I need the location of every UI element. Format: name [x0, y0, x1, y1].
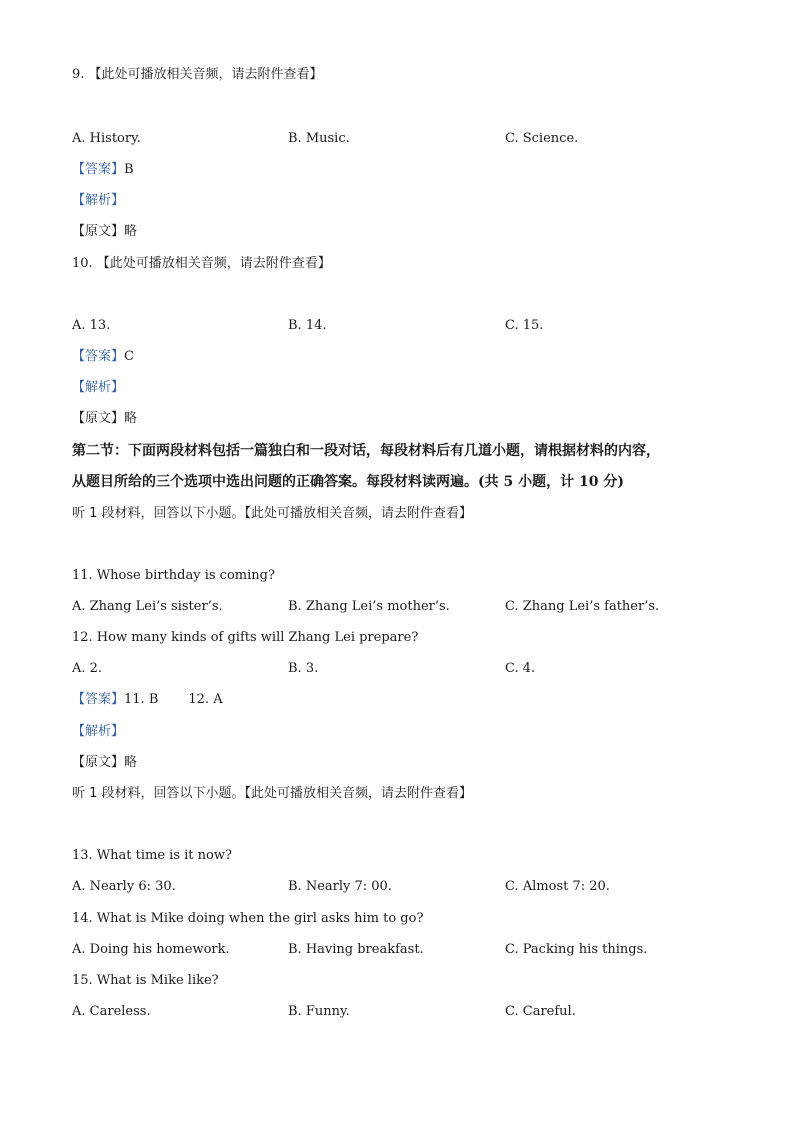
- answer-value: B: [124, 162, 134, 177]
- q9-option-b: B. Music.: [288, 131, 350, 146]
- q15-option-a: A. Careless.: [72, 1004, 151, 1019]
- answer-12: 12. A: [188, 692, 223, 707]
- q13-option-a: A. Nearly 6: 30.: [72, 879, 176, 894]
- original-label: 【原文】: [72, 224, 125, 239]
- material1-intro[interactable]: 听 1 段材料，回答以下小题。【此处可播放相关音频，请去附件查看】: [72, 506, 473, 521]
- analysis-label: 【解析】: [72, 193, 125, 208]
- analysis-label: 【解析】: [72, 724, 125, 739]
- analysis-label: 【解析】: [72, 380, 125, 395]
- q14-option-c: C. Packing his things.: [505, 942, 648, 957]
- material1-original: [72, 755, 137, 771]
- q10-option-b: B. 14.: [288, 318, 327, 333]
- answer-label: 【答案】: [72, 692, 125, 707]
- q11-option-b: B. Zhang Lei’s mother’s.: [288, 599, 450, 614]
- q10-prompt[interactable]: 10. 【此处可播放相关音频，请去附件查看】: [72, 256, 331, 271]
- answer-label: 【答案】: [72, 349, 125, 364]
- q11-text: 11. Whose birthday is coming?: [72, 568, 275, 583]
- q15-option-b: B. Funny.: [288, 1004, 350, 1019]
- material1-analysis: [72, 724, 124, 740]
- q12-text: 12. How many kinds of gifts will Zhang Lei prepare?: [72, 630, 419, 645]
- original-value: 略: [124, 411, 138, 426]
- q13-option-c: C. Almost 7: 20.: [505, 879, 610, 894]
- q10-analysis: [72, 380, 124, 396]
- q14-option-a: A. Doing his homework.: [72, 942, 230, 957]
- q12-option-a: A. 2.: [72, 661, 103, 676]
- q10-option-c: C. 15.: [505, 318, 544, 333]
- q10-answer: [72, 349, 134, 365]
- section2-heading-line2: 从题目所给的三个选项中选出问题的正确答案。每段材料读两遍。(共 5 小题，计 10 分): [72, 474, 624, 490]
- answer-label: 【答案】: [72, 162, 125, 177]
- q10-original: [72, 411, 137, 427]
- answer-value: C: [124, 349, 134, 364]
- q15-option-c: C. Careful.: [505, 1004, 576, 1019]
- material2-intro[interactable]: 听 1 段材料，回答以下小题。【此处可播放相关音频，请去附件查看】: [72, 786, 473, 801]
- q13-text: 13. What time is it now?: [72, 848, 232, 863]
- q9-prompt[interactable]: 9. 【此处可播放相关音频，请去附件查看】: [72, 67, 323, 82]
- q9-option-c: C. Science.: [505, 131, 579, 146]
- answer-11: 11. B: [124, 692, 159, 707]
- original-value: 略: [124, 755, 138, 770]
- q15-text: 15. What is Mike like?: [72, 973, 219, 988]
- q9-original: [72, 224, 137, 240]
- q14-text: 14. What is Mike doing when the girl asks him to go?: [72, 911, 424, 926]
- q9-answer: [72, 162, 134, 178]
- material1-answer: [72, 692, 223, 708]
- original-value: 略: [124, 224, 138, 239]
- q9-analysis: [72, 193, 124, 209]
- q12-option-b: B. 3.: [288, 661, 319, 676]
- q11-option-a: A. Zhang Lei’s sister’s.: [72, 599, 223, 614]
- q11-option-c: C. Zhang Lei’s father’s.: [505, 599, 660, 614]
- q14-option-b: B. Having breakfast.: [288, 942, 424, 957]
- original-label: 【原文】: [72, 411, 125, 426]
- section2-heading-line1: 第二节：下面两段材料包括一篇独白和一段对话，每段材料后有几道小题，请根据材料的内容，: [72, 443, 660, 459]
- q10-option-a: A. 13.: [72, 318, 111, 333]
- q9-option-a: A. History.: [72, 131, 141, 146]
- q13-option-b: B. Nearly 7: 00.: [288, 879, 392, 894]
- original-label: 【原文】: [72, 755, 125, 770]
- q12-option-c: C. 4.: [505, 661, 536, 676]
